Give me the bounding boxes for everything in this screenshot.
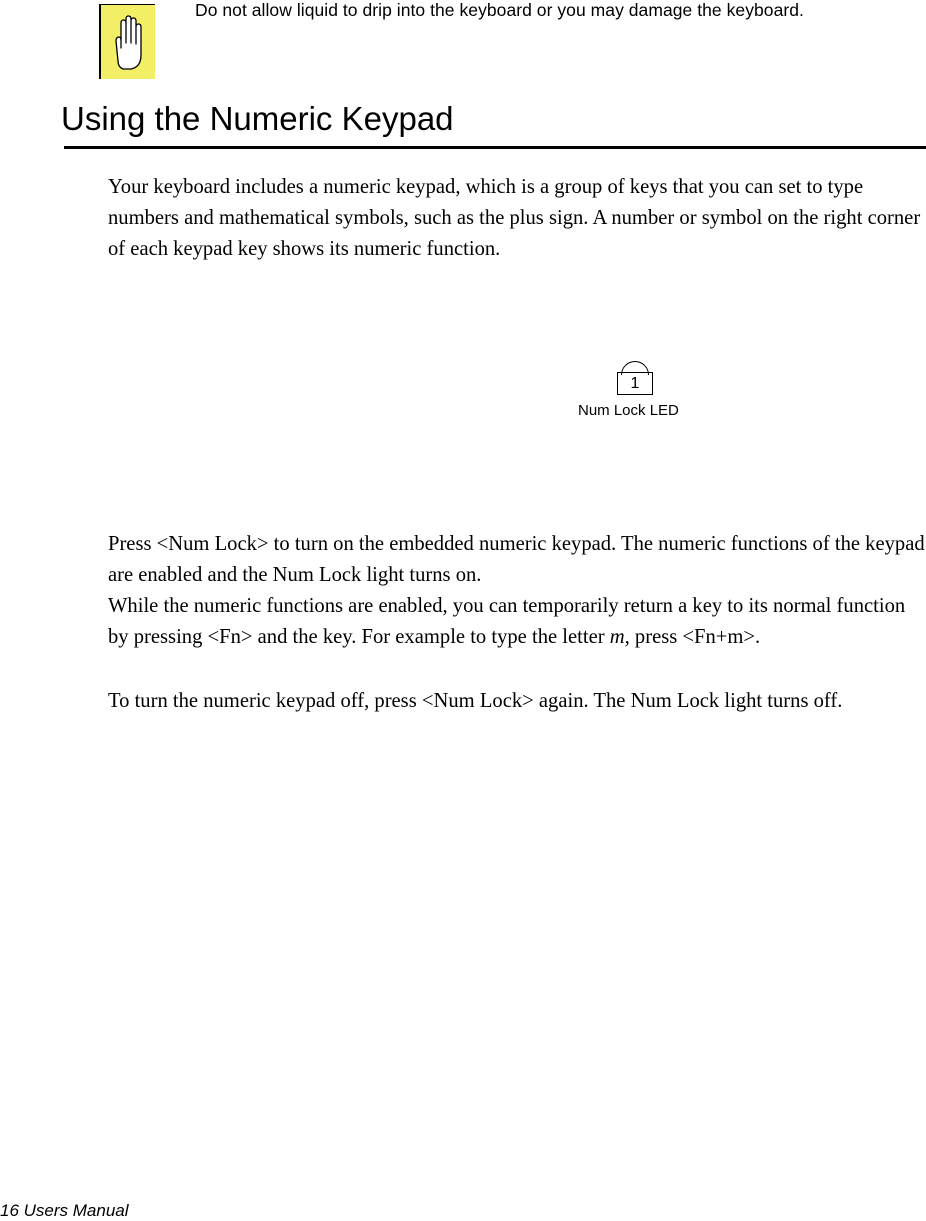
raised-hand-icon <box>109 15 149 73</box>
num-lock-paragraph: Press <Num Lock> to turn on the embedded numeric keypad. The numeric functions of the keypad are enabled and the Num Lock light turns on. <box>108 533 925 586</box>
temporary-return-text: While the numeric functions are enabled, you can temporarily return a key to its normal function by pressing <Fn> and the key. For example to type the letter <box>108 595 906 648</box>
page-footer: 16 Users Manual <box>0 1201 129 1220</box>
figure-caption: Num Lock LED <box>578 402 679 419</box>
turn-off-paragraph: To turn the numeric keypad off, press <Num Lock> again. The Num Lock light turns off. <box>108 690 843 712</box>
section-heading: Using the Numeric Keypad <box>61 100 454 137</box>
temporary-return-paragraph <box>108 591 926 653</box>
letter-m-italic: m, <box>609 626 630 648</box>
intro-paragraph: Your keyboard includes a numeric keypad, which is a group of keys that you can set to type numbers and mathematical symbols, such as the plus sign. A number or symbol on the right corner of each keypad key shows its numeric function. <box>108 176 921 260</box>
num-lock-key: 1 <box>617 372 653 395</box>
caution-text: Do not allow liquid to drip into the keyboard or you may damage the keyboard. <box>195 0 804 20</box>
temporary-return-text-end: press <Fn+m>. <box>629 626 761 648</box>
heading-rule <box>64 146 926 149</box>
caution-hand-icon <box>99 4 155 79</box>
